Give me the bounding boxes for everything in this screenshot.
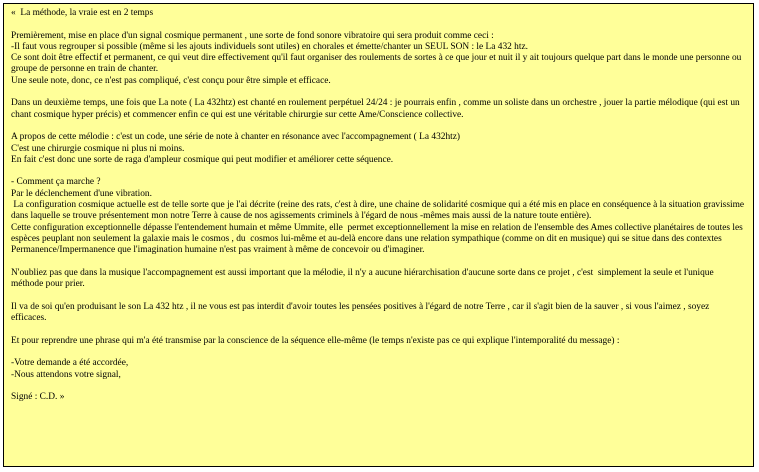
text-line: La configuration cosmique actuelle est de telle sorte que je l'ai décrite (reine des rats, c'est à dire, une chaine de solidarité cosmique qui a été mis en place en conséquence à la situation gravissime dans laquelle se trouve présentement mon notre Terre à cause de nos agissements criminels à l'égard de nous -mêmes mais aussi de la nature toute entière).: [11, 200, 747, 222]
text-line: Cette configuration exceptionnelle dépasse l'entendement humain et même Ummite, elle permet exceptionnellement la mise en relation de l'ensemble des Ames collective planétaires de toutes les espèces peuplant non seulement la galaxie mais le cosmos , du cosmos lui-même et au-delà encore dans une relation sympathique (comme on dit en musique) qui se situe dans des contextes Permanence/Impermanence que l'imagination humaine n'est pas vraiment à même de concevoir ou d'imaginer.: [11, 222, 746, 256]
text-line: En fait c'est donc une sorte de raga d'ampleur cosmique qui peut modifier et améliorer cette séquence.: [11, 154, 394, 165]
paragraph-signature: [11, 392, 747, 403]
paragraph-response: [11, 358, 747, 381]
text-line: -Nous attendons votre signal,: [11, 369, 121, 380]
text-line: N'oubliez pas que dans la musique l'accompagnement est aussi important que la mélodie, il n'y a aucune hiérarchisation d'aucune sorte dans ce projet , c'est simplement la seule et l'unique méthode pour prier.: [11, 267, 716, 290]
text-line: Dans un deuxième temps, une fois que La note ( La 432htz) est chanté en roulement perpétuel 24/24 : je pourrais enfin , comme un soliste dans un orchestre , jouer la partie mélodique (qui est un chant cosmique hyper précis) et commencer enfin ce qui est une véritable chirurgie sur cette Ame/Conscience collective.: [11, 98, 743, 120]
text-note-box: [3, 3, 754, 467]
text-line: Par le déclenchement d'une vibration.: [11, 188, 152, 199]
paragraph-accompaniment: [11, 268, 747, 291]
text-line: « La méthode, la vraie est en 2 temps: [11, 8, 154, 18]
text-line: Ce sont doit être effectif et permanent, ce qui veut dire effectivement qu'il faut organiser des roulements de sortes à ce que jour et nuit il y ait toujours quelque part dans le monde une personne ou groupe de personne en train de chanter.: [11, 53, 744, 75]
text-line: -Votre demande a été accordée,: [11, 358, 129, 369]
paragraph-second-step: [11, 98, 747, 121]
text-line: Une seule note, donc, ce n'est pas compliqué, c'est conçu pour être simple et efficace.: [11, 75, 331, 86]
paragraph-positive-thoughts: [11, 302, 747, 325]
text-line: Il va de soi qu'en produisant le son La 432 htz , il ne vous est pas interdit d'avoir toutes les pensées positives à l'égard de notre Terre , car il s'agit bien de la sauver , si vous l'aimez , soyez efficaces.: [11, 301, 712, 324]
paragraph-title: [11, 8, 747, 19]
text-line: C'est une chirurgie cosmique ni plus ni moins.: [11, 143, 185, 154]
text-line: -Il faut vous regrouper si possible (même si les ajouts individuels sont utiles) en chorales et émette/chanter un SEUL SON : le La 432 htz.: [11, 41, 528, 52]
text-line: Et pour reprendre une phrase qui m'a été transmise par la conscience de la séquence elle-même (le temps n'existe pas ce qui explique l'intemporalité du message) :: [11, 335, 620, 346]
text-line: Premièrement, mise en place d'un signal cosmique permanent , une sorte de fond sonore vibratoire qui sera produit comme ceci :: [11, 30, 494, 41]
paragraph-transmitted-phrase: [11, 336, 747, 347]
paragraph-how-it-works: [11, 177, 747, 256]
signature: Signé : C.D. »: [11, 392, 65, 403]
text-line: - Comment ça marche ?: [11, 177, 101, 188]
paragraph-first-step: [11, 31, 747, 87]
text-line: A propos de cette mélodie : c'est un code, une série de note à chanter en résonance avec l'accompagnement ( La 432htz): [11, 132, 461, 143]
paragraph-melody: [11, 132, 747, 166]
